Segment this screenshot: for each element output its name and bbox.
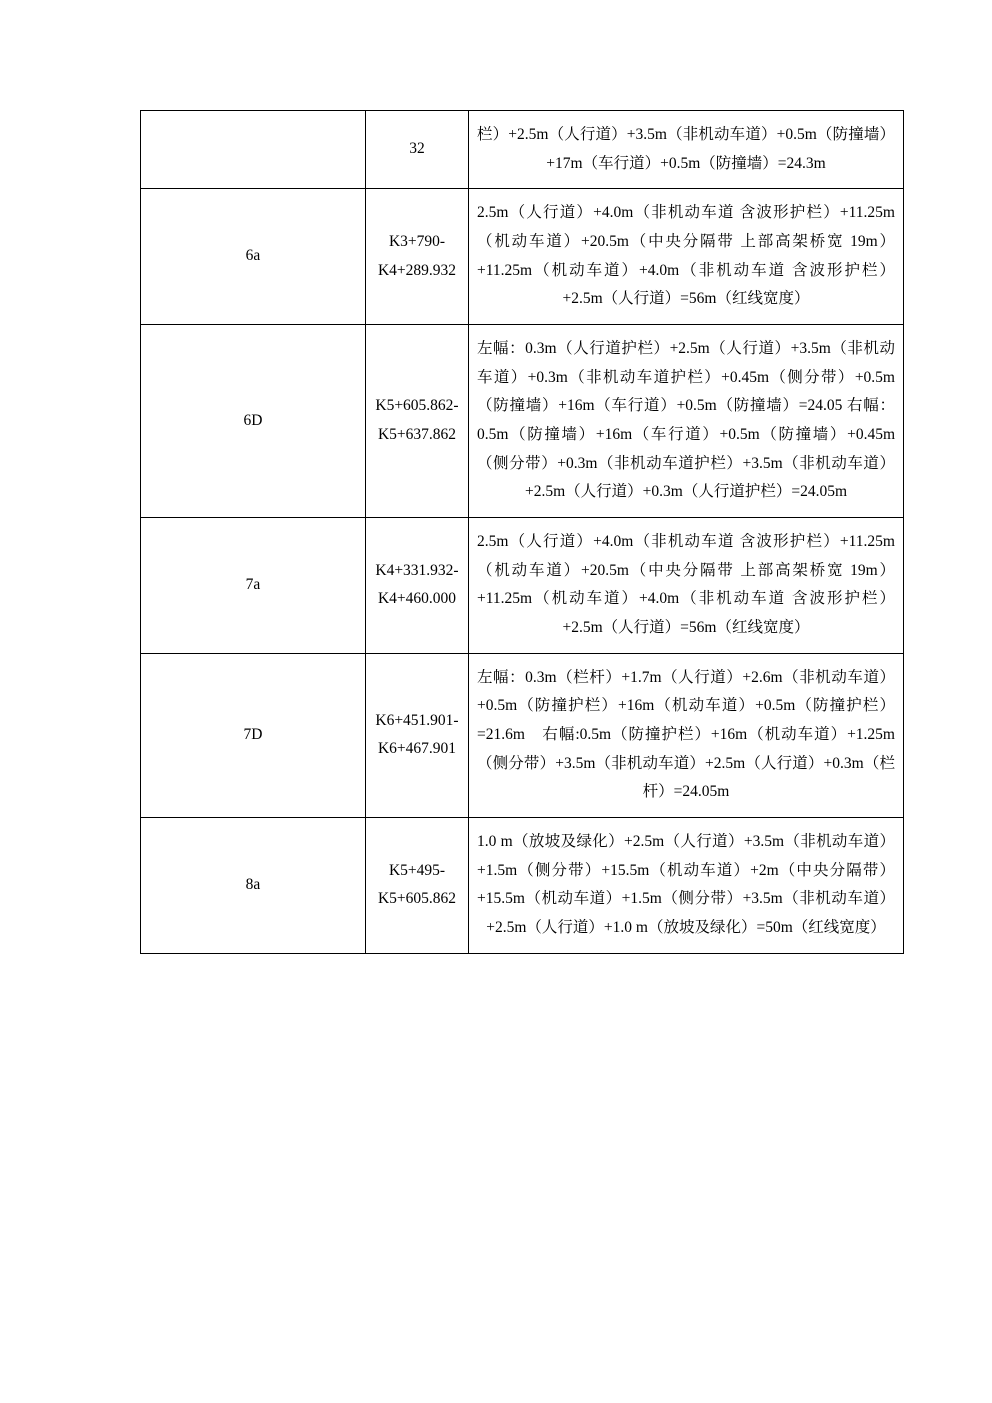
table-row [141,653,904,817]
section-id-cell: 7a [141,518,366,654]
section-id-cell: 8a [141,818,366,954]
desc-text: 1.0 m（放坡及绿化）+2.5m（人行道）+3.5m（非机动车道）+1.5m（侧分带）+15.5m（机动车道）+2m（中央分隔带）+15.5m（机动车道）+1.5m（侧分带）+3.5m（非机动车道）+2.5m（人行道）+1.0 m（放坡及绿化）=50m（红线宽度） [477,833,895,937]
section-id-cell [141,111,366,189]
desc-text: 左幅：0.3m（人行道护栏）+2.5m（人行道）+3.5m（非机动车道）+0.3m（非机动车道护栏）+0.45m（侧分带）+0.5m（防撞墙）+16m（车行道）+0.5m（防撞墙）=24.05 右幅：0.5m（防撞墙）+16m（车行道）+0.5m（防撞墙）+0.45m（侧分带）+0.3m（非机动车道护栏）+3.5m（非机动车道）+2.5m（人行道）+0.3m（人行道护栏）=24.05m [477,340,895,501]
desc-text: 栏）+2.5m（人行道）+3.5m（非机动车道）+0.5m（防撞墙）+17m（车行道）+0.5m（防撞墙）=24.3m [477,126,895,172]
station-range-cell: K6+451.901-K6+467.901 [366,653,469,817]
table-row [141,325,904,518]
table-row [141,189,904,325]
section-id-cell: 7D [141,653,366,817]
table-body [141,111,904,954]
section-id-cell: 6D [141,325,366,518]
station-range-cell: K5+605.862-K5+637.862 [366,325,469,518]
cross-section-table-wrapper [140,110,895,954]
cross-section-desc-cell [469,518,904,654]
desc-text: 左幅：0.3m（栏杆）+1.7m（人行道）+2.6m（非机动车道）+0.5m（防撞护栏）+16m（机动车道）+0.5m（防撞护栏）=21.6m 右幅:0.5m（防撞护栏）+16m（机动车道）+1.25m（侧分带）+3.5m（非机动车道）+2.5m（人行道）+0.3m（栏杆）=24.05m [477,668,895,801]
cross-section-table [140,110,904,954]
section-id-cell: 6a [141,189,366,325]
table-row [141,111,904,189]
table-row [141,518,904,654]
table-row [141,818,904,954]
cross-section-desc-cell [469,111,904,189]
desc-text: 2.5m（人行道）+4.0m（非机动车道 含波形护栏）+11.25m（机动车道）+20.5m（中央分隔带 上部高架桥宽 19m）+11.25m（机动车道）+4.0m（非机动车道 含波形护栏）+2.5m（人行道）=56m（红线宽度） [477,204,895,308]
station-range-cell: K5+495-K5+605.862 [366,818,469,954]
station-range-cell: K4+331.932-K4+460.000 [366,518,469,654]
cross-section-desc-cell [469,818,904,954]
cross-section-desc-cell [469,189,904,325]
desc-text: 2.5m（人行道）+4.0m（非机动车道 含波形护栏）+11.25m（机动车道）+20.5m（中央分隔带 上部高架桥宽 19m）+11.25m（机动车道）+4.0m（非机动车道 含波形护栏）+2.5m（人行道）=56m（红线宽度） [477,533,895,637]
cross-section-desc-cell [469,325,904,518]
cross-section-desc-cell [469,653,904,817]
station-range-cell: 32 [366,111,469,189]
station-range-cell: K3+790-K4+289.932 [366,189,469,325]
